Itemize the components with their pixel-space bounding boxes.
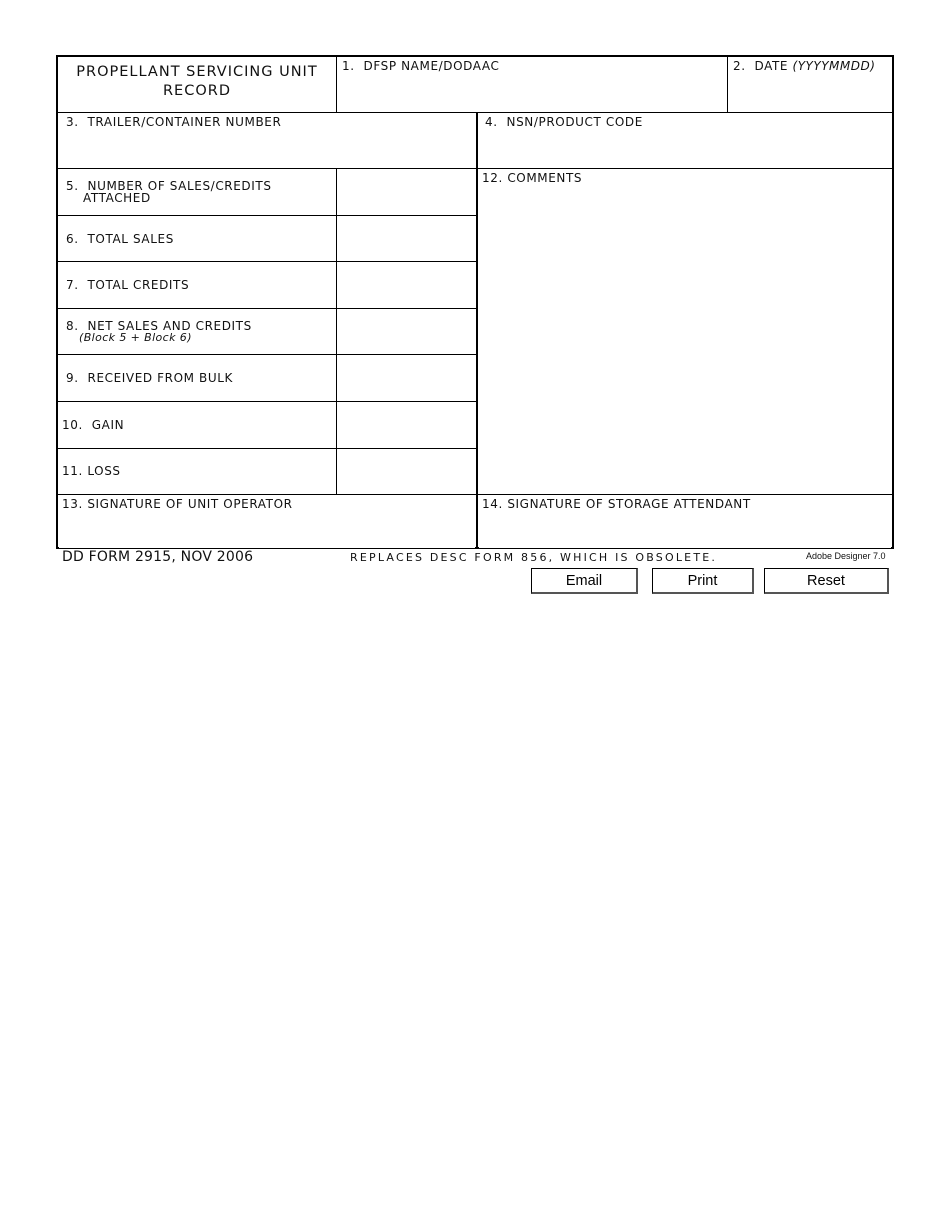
col-divider xyxy=(476,112,478,549)
sales-credits-attached-field[interactable] xyxy=(337,169,475,214)
total-credits-label: 7. TOTAL CREDITS xyxy=(66,278,190,292)
form-title: PROPELLANT SERVICING UNIT RECORD xyxy=(76,64,318,99)
total-credits-field[interactable] xyxy=(337,262,475,307)
dfsp-field[interactable] xyxy=(337,75,726,111)
total-sales-field[interactable] xyxy=(337,216,475,260)
trailer-label: 3. TRAILER/CONTAINER NUMBER xyxy=(66,115,282,129)
nsn-label: 4. NSN/PRODUCT CODE xyxy=(485,115,643,129)
loss-field[interactable] xyxy=(337,449,475,493)
signature-storage-attendant-field[interactable] xyxy=(479,513,891,548)
received-from-bulk-field[interactable] xyxy=(337,355,475,400)
row-divider xyxy=(58,168,892,169)
net-sales-hint: (Block 5 + Block 6) xyxy=(79,331,192,344)
row-divider xyxy=(58,494,892,495)
dfsp-label: 1. DFSP NAME/DODAAC xyxy=(342,59,500,73)
comments-label: 12. COMMENTS xyxy=(482,171,583,185)
sales-credits-label-line2: ATTACHED xyxy=(83,191,151,205)
date-field[interactable] xyxy=(728,75,891,111)
replaces-notice: REPLACES DESC FORM 856, WHICH IS OBSOLETE. xyxy=(350,551,718,564)
sig-attendant-label: 14. SIGNATURE OF STORAGE ATTENDANT xyxy=(482,497,751,511)
signature-unit-operator-field[interactable] xyxy=(59,513,475,548)
nsn-product-code-field[interactable] xyxy=(479,131,891,167)
date-label: 2. DATE (YYYYMMDD) xyxy=(733,59,876,73)
print-button[interactable]: Print xyxy=(652,568,754,594)
email-button[interactable]: Email xyxy=(531,568,638,594)
gain-field[interactable] xyxy=(337,402,475,447)
sig-operator-label: 13. SIGNATURE OF UNIT OPERATOR xyxy=(62,497,293,511)
sales-credits-label: 5. NUMBER OF SALES/CREDITS xyxy=(66,179,272,193)
comments-field[interactable] xyxy=(479,187,891,493)
gain-label: 10. GAIN xyxy=(62,418,125,432)
trailer-number-field[interactable] xyxy=(59,131,475,167)
propellant-servicing-form xyxy=(56,55,894,549)
received-bulk-label: 9. RECEIVED FROM BULK xyxy=(66,371,233,385)
net-sales-label: 8. NET SALES AND CREDITS xyxy=(66,319,252,333)
reset-button[interactable]: Reset xyxy=(764,568,889,594)
net-sales-credits-field[interactable] xyxy=(337,309,475,353)
designer-credit: Adobe Designer 7.0 xyxy=(806,551,886,561)
total-sales-label: 6. TOTAL SALES xyxy=(66,232,174,246)
loss-label: 11. LOSS xyxy=(62,464,121,478)
form-number: DD FORM 2915, NOV 2006 xyxy=(62,549,254,565)
row-divider xyxy=(58,112,892,113)
